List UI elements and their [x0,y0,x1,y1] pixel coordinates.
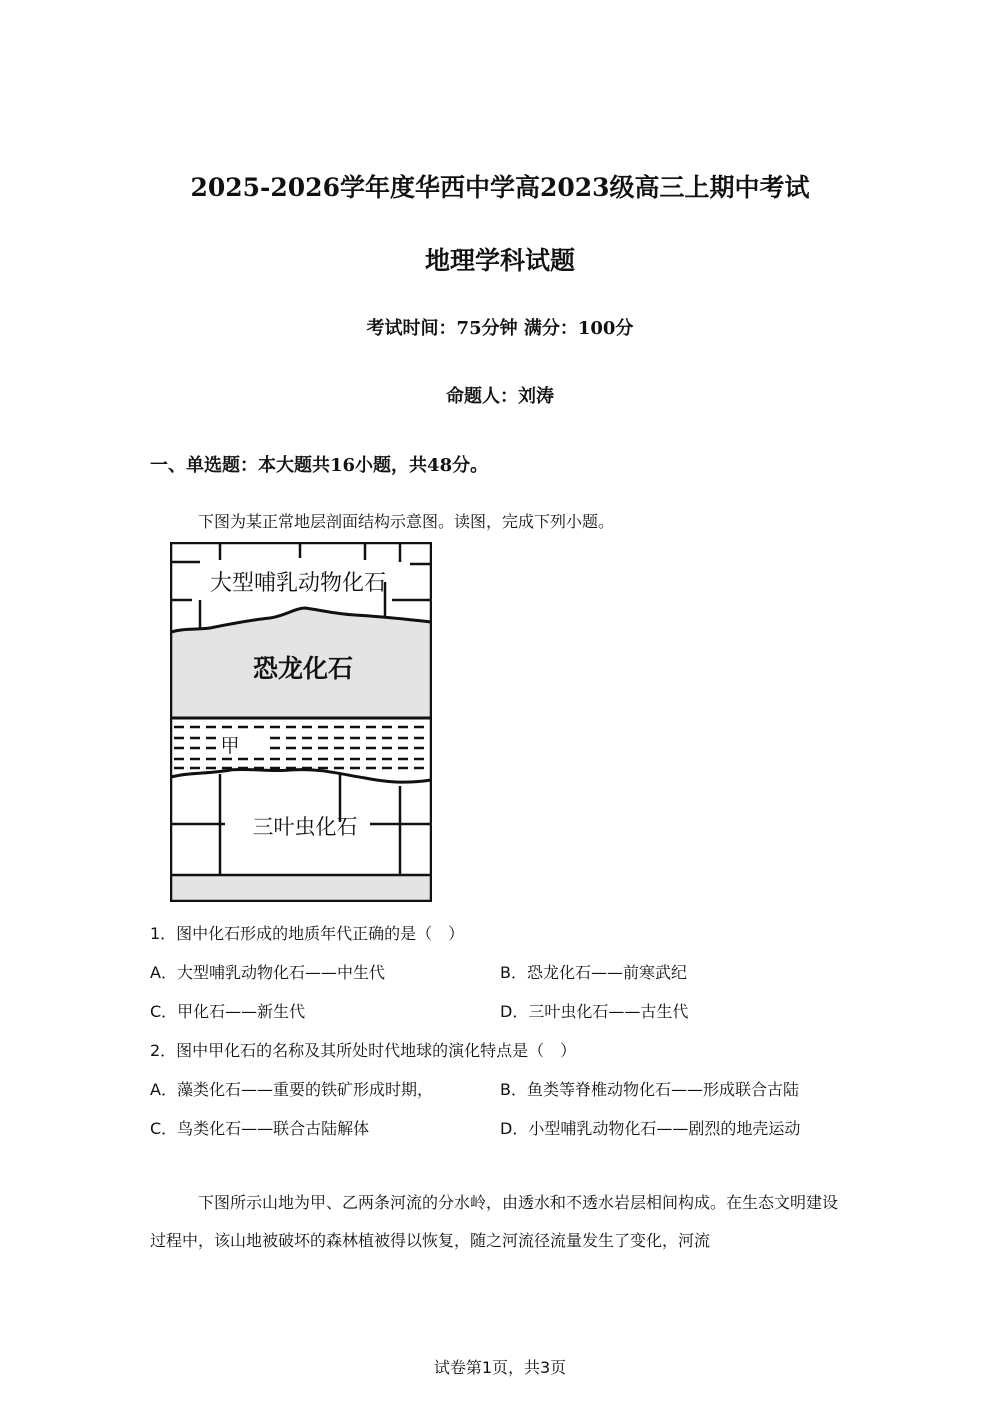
question-2-option-a[interactable]: A．藻类化石——重要的铁矿形成时期， [150,1080,433,1099]
question-1-stem: 1．图中化石形成的地质年代正确的是（ ） [150,924,465,943]
exam-title: 2025-2026学年度华西中学高2023级高三上期中考试 [190,173,810,202]
passage-2: 下图所示山地为甲、乙两条河流的分水岭，由透水和不透水岩层相间构成。在生态文明建设过程中，该山地被破坏的森林植被得以恢复，随之河流径流量发生了变化，河流 [150,1193,839,1250]
layer-label-jia: 甲 [220,735,240,757]
author-line: 命题人：刘涛 [446,386,554,407]
question-1-option-c[interactable]: C．甲化石——新生代 [150,1002,306,1021]
question-intro: 下图为某正常地层剖面结构示意图。读图，完成下列小题。 [198,512,615,531]
question-1-option-a[interactable]: A．大型哺乳动物化石——中生代 [150,963,385,982]
section-heading: 一、单选题：本大题共16小题，共48分。 [150,455,489,476]
question-2-option-c[interactable]: C．鸟类化石——联合古陆解体 [150,1119,370,1138]
page-footer: 试卷第1页，共3页 [433,1358,567,1377]
question-1-option-b[interactable]: B．恐龙化石——前寒武纪 [500,963,687,982]
subject-title: 地理学科试题 [424,246,575,275]
question-2-option-d[interactable]: D．小型哺乳动物化石——剧烈的地壳运动 [500,1119,801,1138]
question-2-stem: 2．图中甲化石的名称及其所处时代地球的演化特点是（ ） [150,1041,577,1060]
layer-label-mammal: 大型哺乳动物化石 [209,571,387,596]
stratum-profile-figure [170,542,432,902]
layer-label-trilobite: 三叶虫化石 [252,815,358,839]
exam-info: 考试时间：75分钟 满分：100分 [366,318,634,339]
question-2-option-b[interactable]: B．鱼类等脊椎动物化石——形成联合古陆 [500,1080,799,1099]
question-1-option-d[interactable]: D．三叶虫化石——古生代 [500,1002,689,1021]
layer-label-dinosaur: 恐龙化石 [252,654,354,683]
